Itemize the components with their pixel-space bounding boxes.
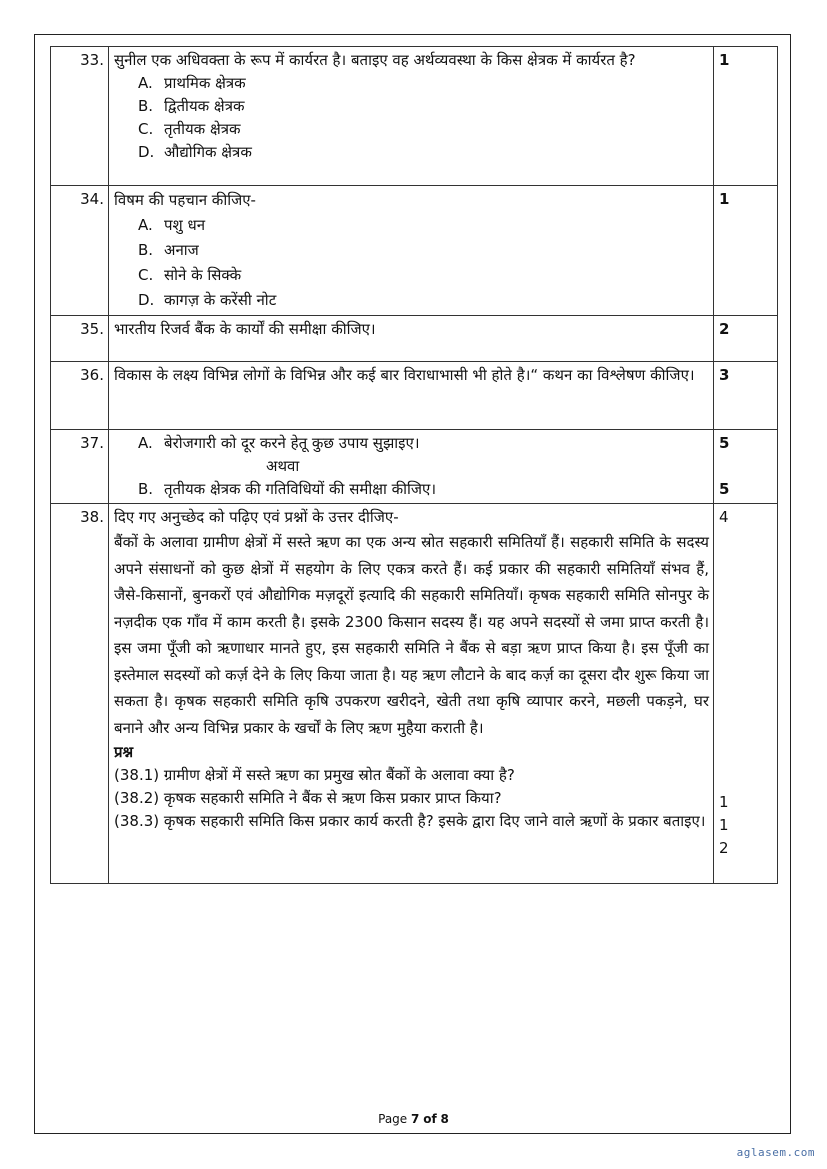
passage: बैंकों के अलावा ग्रामीण क्षेत्रों में सस्ते ऋण का एक अन्य स्रोत सहकारी समितियाँ हैं। सहकारी समिति के सदस्य अपने संसाधनों को कुछ क्षेत्रों में सहयोग के लिए एकत्र करते हैं। कई प्रकार की सहकारी समितियाँ संभव हैं, जैसे-किसानों, बुनकरों एवं औद्योगिक मज़दूरों इत्यादि की सहकारी समितियाँ। कृषक सहकारी समिति सोनपुर के नज़दीक एक गाँव में काम करती है। इसके 2300 किसान सदस्य हैं। यह अपने सदस्यों से जमा प्राप्त करती है। इस जमा पूँजी को ऋणाधार मानते हुए, इस सहकारी समिति ने बैंक से बड़ा ऋण प्राप्त किया है। इस पूँजी का इस्तेमाल सदस्यों को कर्ज़ देने के लिए किया जाता है। यह ऋण लौटाने के बाद कर्ज़ का दूसरा दौर शुरू किया जा सकता है। कृषक सहकारी समिति कृषि उपकरण खरीदने, खेती तथा कृषि व्यापार करने, मछली पकड़ने, घर बनाने और अन्य विभिन्न प्रकार के खर्चों के लिए ऋण मुहैया कराती है।	[114, 533, 709, 737]
site-watermark: aglasem.com	[736, 1146, 815, 1159]
page-of: of	[423, 1112, 437, 1126]
prashna-heading: प्रश्न	[114, 743, 134, 761]
question-row-37	[51, 430, 778, 504]
marks: 2	[714, 316, 778, 362]
question-intro: दिए गए अनुच्छेद को पढ़िए एवं प्रश्नों के उत्तर दीजिए-	[114, 508, 399, 526]
sub-question-1: (38.1) ग्रामीण क्षेत्रों में सस्ते ऋण का प्रमुख स्रोत बैंकों के अलावा क्या है?	[114, 766, 515, 784]
marks	[714, 430, 778, 504]
questions-table	[50, 46, 778, 884]
question-body	[109, 186, 714, 316]
option-a: A. पशु धन	[138, 216, 206, 234]
question-number: 33.	[51, 47, 109, 186]
page-label: Page	[378, 1112, 408, 1126]
option-c: C. तृतीयक क्षेत्रक	[138, 120, 241, 138]
option-b: B. अनाज	[138, 241, 199, 259]
option-c: C. सोने के सिक्के	[138, 266, 242, 284]
option-b: B. तृतीयक क्षेत्रक की गतिविधियों की समीक्षा कीजिए।	[138, 480, 437, 498]
question-number: 35.	[51, 316, 109, 362]
question-text: भारतीय रिजर्व बैंक के कार्यों की समीक्षा कीजिए।	[109, 316, 714, 362]
question-body	[109, 47, 714, 186]
marks	[714, 504, 778, 884]
question-body	[109, 504, 714, 884]
marks-sub-3: 2	[719, 839, 729, 857]
question-number: 37.	[51, 430, 109, 504]
page-number: 7	[411, 1112, 420, 1126]
question-row-36	[51, 362, 778, 430]
option-d: D. औद्योगिक क्षेत्रक	[138, 143, 252, 161]
option-a: A. बेरोजगारी को दूर करने हेतू कुछ उपाय सुझाइए।	[138, 434, 420, 452]
question-row-33	[51, 47, 778, 186]
question-row-35	[51, 316, 778, 362]
or-separator: अथवा	[266, 457, 300, 475]
option-a: A. प्राथमिक क्षेत्रक	[138, 74, 246, 92]
option-d: D. कागज़ के करेंसी नोट	[138, 291, 277, 309]
question-number: 38.	[51, 504, 109, 884]
marks-b: 5	[719, 480, 730, 498]
option-b: B. द्वितीयक क्षेत्रक	[138, 97, 245, 115]
marks-sub-1: 1	[719, 793, 729, 811]
question-row-38	[51, 504, 778, 884]
page-total: 8	[440, 1112, 449, 1126]
sub-question-3: (38.3) कृषक सहकारी समिति किस प्रकार कार्य करती है? इसके द्वारा दिए जाने वाले ऋणों के प्रकार बताइए।	[114, 812, 706, 830]
question-text: सुनील एक अधिवक्ता के रूप में कार्यरत है। बताइए वह अर्थव्यवस्था के किस क्षेत्रक में कार्यरत है?	[114, 51, 636, 69]
question-number: 34.	[51, 186, 109, 316]
marks: 1	[714, 47, 778, 186]
marks-total: 4	[719, 508, 729, 526]
question-row-34	[51, 186, 778, 316]
question-body	[109, 430, 714, 504]
question-number: 36.	[51, 362, 109, 430]
marks-sub-2: 1	[719, 816, 729, 834]
marks: 3	[714, 362, 778, 430]
question-text: विषम की पहचान कीजिए-	[114, 191, 256, 209]
question-text: विकास के लक्ष्य विभिन्न लोगों के विभिन्न और कई बार विराधाभासी भी होते है।“ कथन का विश्लेषण कीजिए।	[109, 362, 714, 430]
sub-question-2: (38.2) कृषक सहकारी समिति ने बैंक से ऋण किस प्रकार प्राप्त किया?	[114, 789, 502, 807]
marks: 1	[714, 186, 778, 316]
marks-a: 5	[719, 434, 730, 452]
page-footer	[0, 1112, 827, 1126]
